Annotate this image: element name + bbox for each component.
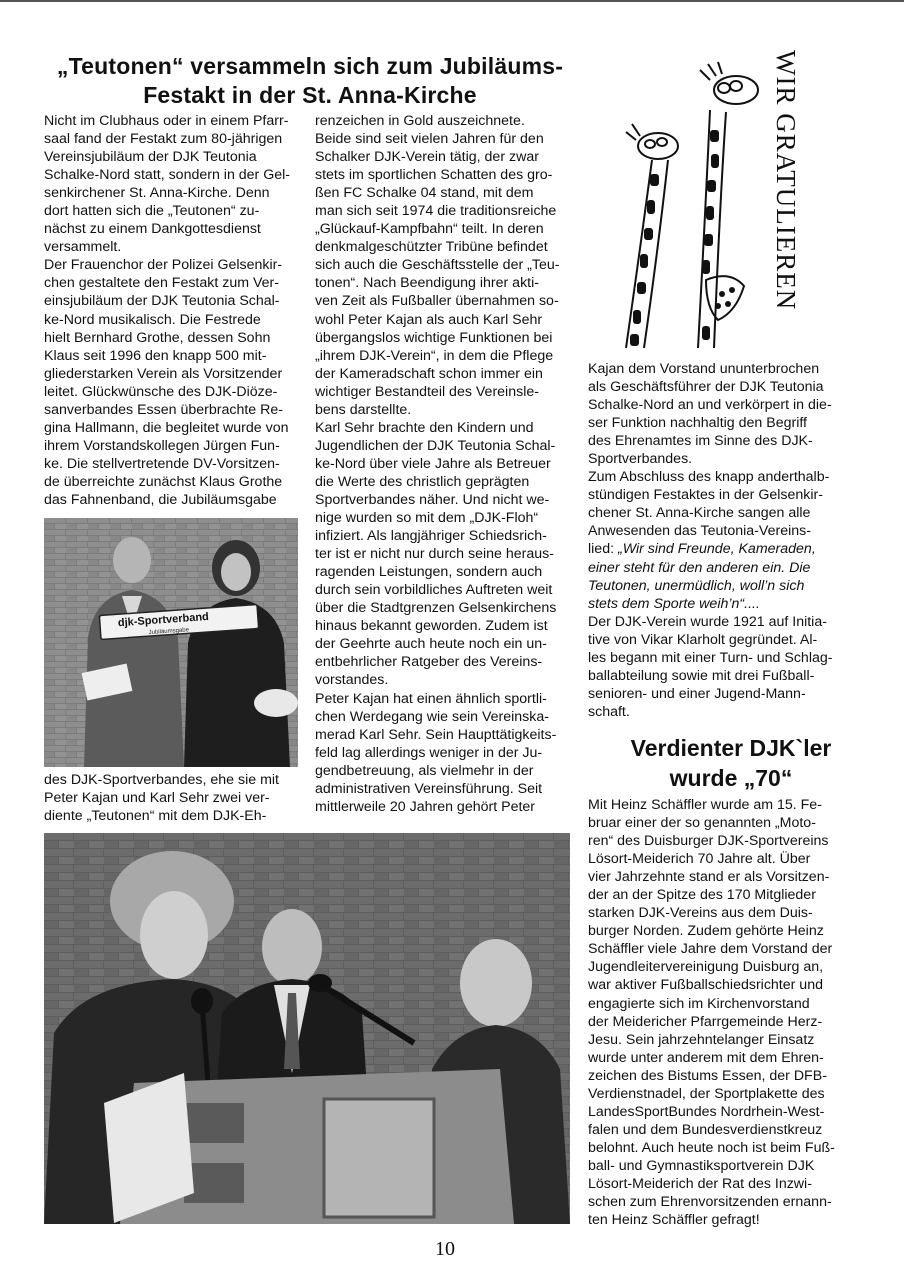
page-number: 10 [435, 1238, 455, 1260]
article-column-1-bottom: des DJK-Sportverbandes, ehe sie mit Peter Kajan und Karl Sehr zwei ver- diente „Teutonen“ mit dem DJK-Eh- [44, 772, 279, 825]
article-column-3 [588, 360, 873, 721]
photo-award-ceremony-image [44, 518, 298, 767]
giraffe-illustration [610, 50, 780, 350]
giraffe-drawing [610, 50, 780, 350]
article-column-2: renzeichen in Gold auszeichnete. Beide sind seit vielen Jahren für den Schalker DJK-Verein tätig, der zwar stets im sportlichen Schatten des gro- ßen FC Schalke 04 stand, mit dem man sich seit 1974 die traditionsreiche „Glückauf-Kampfbahn“ teilt. In deren denkmalgeschützter Tribüne befindet sich auch die Geschäftsstelle der „Teu- tonen“. Nach Beendigung ihrer akti- ven Zeit als Fußballer übernahmen so- wohl Peter Kajan als auch Karl Sehr übergangslos wichtige Funktionen bei „ihrem DJK-Verein“, in dem die Pflege der Kameradschaft schon immer ein wichtiger Bestandteil des Vereinsle- bens darstellte. Karl Sehr brachte den Kindern und Jugendlichen der DJK Teutonia Schal- ke-Nord über viele Jahre als Betreuer die Werte des christlich geprägten Sportverbandes näher. Und nicht we- nige wurden so mit dem „DJK-Floh“ infiziert. Als langjähriger Schiedsrich- ter ist er nicht nur durch seine heraus- ragenden Leistungen, sondern auch durch sein vorbildliches Auftreten weit über die Stadtgrenzen Gelsenkirchens hinaus bekannt geworden. Zudem ist der Geehrte auch heute noch ein un- entbehrlicher Ratgeber des Vereins- vorstandes. Peter Kajan hat einen ähnlich sportli- chen Werdegang wie sein Vereinska- merad Karl Sehr. Sein Haupttätigkeits- feld lag allerdings weniger in der Ju- gendbetreuung, als vielmehr in der administrativen Vereinsführung. Seit mittlerweile 20 Jahren gehört Peter [315, 113, 560, 815]
article2-headline-line-2: wurde „70“ [669, 765, 793, 791]
wir-gratulieren-title: WIR GRATULIEREN [771, 50, 801, 311]
article2-body: Mit Heinz Schäffler wurde am 15. Fe- bruar einer der so genannten „Moto- ren“ des Duisburger DJK-Sportvereins Lösort-Meiderich 70 Jahre alt. Über vier Jahrzehnte stand er als Vorsitzen- der an der Spitze des 170 Mitglieder starken DJK-Vereins aus dem Duis- burger Norden. Zudem gehörte Heinz Schäffler viele Jahre dem Vorstand der Jugendleitervereinigung Duisburg an, war aktiver Fußballschiedsrichter und engagierte sich im Kirchenvorstand der Meidericher Pfarrgemeinde Herz- Jesu. Sein jahrzehntelanger Einsatz wurde unter anderem mit dem Ehren- zeichen des Bistums Essen, der DFB- Verdienstnadel, der Sportplakette des LandesSportBundes Nordrhein-West- falen und dem Bundesverdienstkreuz belohnt. Auch heute noch ist beim Fuß- ball- und Gymnastiksportverein DJK Lösort-Meiderich der Rat des Inzwi- schen zum Ehrenvorsitzenden ernann- ten Heinz Schäffler gefragt! [588, 797, 835, 1229]
article-column-1-top: Nicht im Clubhaus oder in einem Pfarr- saal fand der Festakt zum 80-jährigen Vereinsjubiläum der DJK Teutonia Schalke-Nord statt, sondern in der Gel- senkirchener St. Anna-Kirche. Denn dort hatten sich die „Teutonen“ zu- nächst zu einem Dankgottesdienst versammelt. Der Frauenchor der Polizei Gelsenkir- chen gestaltete den Festakt zum Ver- einsjubiläum der DJK Teutonia Schal- ke-Nord musikalisch. Die Festrede hielt Bernhard Grothe, dessen Sohn Klaus seit 1996 den knapp 500 mit- gliederstarken Verein als Vorsitzender leitet. Glückwünsche des DJK-Diöze- sanverbandes Essen überbrachte Re- gina Hallmann, die begleitet wurde von ihrem Vorstandskollegen Jürgen Fun- ke. Die stellvertretende DV-Vorsitzen- de überreichte zunächst Klaus Grothe das Fahnenband, die Jubiläumsgabe [44, 113, 291, 508]
photo-festakt-speech-image [44, 833, 570, 1224]
article2-headline-line-1: Verdienter DJK`ler [630, 735, 832, 761]
banner-sub-text: Jubiläumsgabe [148, 627, 190, 637]
club-song-quote: „Wir sind Freunde, Kameraden, einer steht für den anderen ein. Die Teutonen, unermüdlich, woll’n sich stets dem Sporte weih’n“.... [588, 541, 816, 612]
top-rule [0, 0, 904, 2]
photo-award-ceremony [44, 518, 298, 767]
headline-line-1: „Teutonen“ versammeln sich zum Jubiläums- [56, 53, 564, 79]
article-column-3-text-a: Kajan dem Vorstand ununterbrochen als Geschäftsführer der DJK Teutonia Schalke-Nord an und verkörpert in die- ser Funktion nachhaltig den Begriff des Ehrenamtes im Sinne des DJK- Sportverbandes. Zum Abschluss des knapp anderthalb- stündigen Festaktes in der Gelsenkir- chener St. Anna-Kirche sangen alle Anwesenden das Teutonia-Vereins- lied: [588, 361, 832, 558]
banner-brand-text: djk-Sportverband [117, 610, 210, 630]
article-column-3-text-b: Der DJK-Verein wurde 1921 auf Initia- tive von Vikar Klarholt gegründet. Al- les begann mit einer Turn- und Schlag- ballabteilung sowie mit drei Fußball- senioren- und einer Jugend-Mann- schaft. [588, 613, 833, 720]
article-headline [40, 52, 580, 110]
headline-line-2: Festakt in der St. Anna-Kirche [143, 82, 477, 108]
photo-festakt-speech [44, 833, 570, 1224]
article2-headline [592, 733, 870, 793]
